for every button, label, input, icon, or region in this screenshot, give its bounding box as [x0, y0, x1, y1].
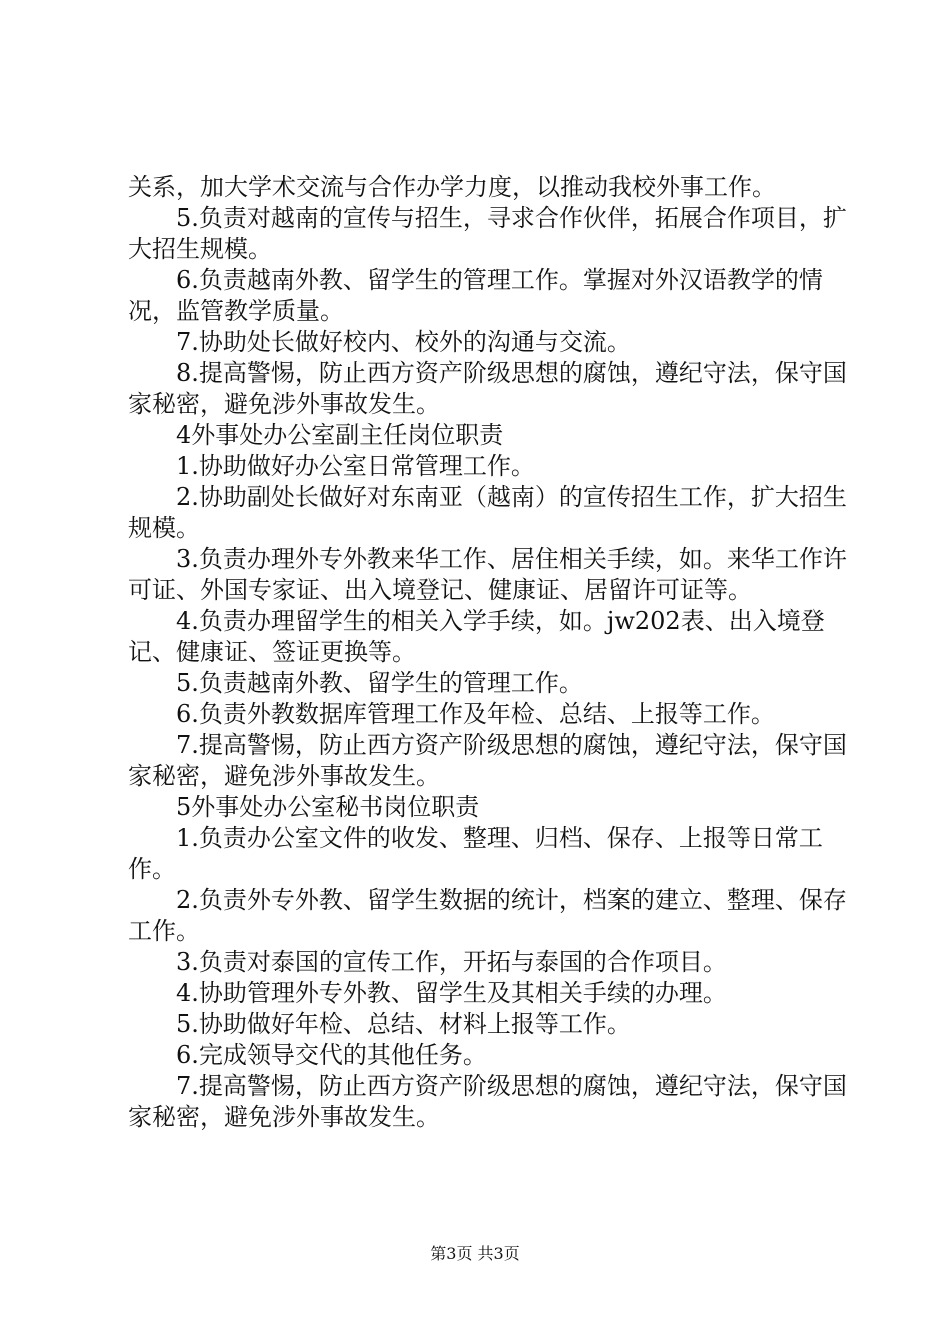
paragraph: 7.协助处长做好校内、校外的沟通与交流。 [176, 328, 631, 356]
paragraph: 6.完成领导交代的其他任务。 [176, 1041, 487, 1069]
paragraph: 6.负责越南外教、留学生的管理工作。掌握对外汉语教学的情况，监管教学质量。 [128, 266, 823, 325]
paragraph: 1.协助做好办公室日常管理工作。 [176, 452, 535, 480]
paragraph: 4.协助管理外专外教、留学生及其相关手续的办理。 [176, 979, 727, 1007]
paragraph: 3.负责办理外专外教来华工作、居住相关手续，如。来华工作许可证、外国专家证、出入境登记、健康证、居留许可证等。 [128, 545, 847, 604]
paragraph: 1.负责办公室文件的收发、整理、归档、保存、上报等日常工作。 [128, 824, 823, 883]
paragraph: 5.负责对越南的宣传与招生，寻求合作伙伴，拓展合作项目，扩大招生规模。 [128, 204, 847, 263]
paragraph-continuation: 关系，加大学术交流与合作办学力度，以推动我校外事工作。 [128, 173, 776, 201]
paragraph: 8.提高警惕，防止西方资产阶级思想的腐蚀，遵纪守法，保守国家秘密，避免涉外事故发生。 [128, 359, 847, 418]
paragraph: 3.负责对泰国的宣传工作，开拓与泰国的合作项目。 [176, 948, 727, 976]
paragraph: 2.协助副处长做好对东南亚（越南）的宣传招生工作，扩大招生规模。 [128, 483, 847, 542]
page-footer: 第3页 共3页 [430, 1244, 520, 1263]
paragraph: 5.负责越南外教、留学生的管理工作。 [176, 669, 583, 697]
section-heading: 5外事处办公室秘书岗位职责 [176, 793, 480, 821]
paragraph: 7.提高警惕，防止西方资产阶级思想的腐蚀，遵纪守法，保守国家秘密，避免涉外事故发生。 [128, 731, 847, 790]
paragraph: 2.负责外专外教、留学生数据的统计，档案的建立、整理、保存工作。 [128, 886, 847, 945]
paragraph: 6.负责外教数据库管理工作及年检、总结、上报等工作。 [176, 700, 775, 728]
paragraph: 7.提高警惕，防止西方资产阶级思想的腐蚀，遵纪守法，保守国家秘密，避免涉外事故发生。 [128, 1072, 847, 1131]
document-body [128, 172, 848, 1133]
paragraph: 5.协助做好年检、总结、材料上报等工作。 [176, 1010, 631, 1038]
paragraph: 4.负责办理留学生的相关入学手续，如。jw202表、出入境登记、健康证、签证更换等。 [128, 607, 825, 666]
section-heading: 4外事处办公室副主任岗位职责 [176, 421, 504, 449]
